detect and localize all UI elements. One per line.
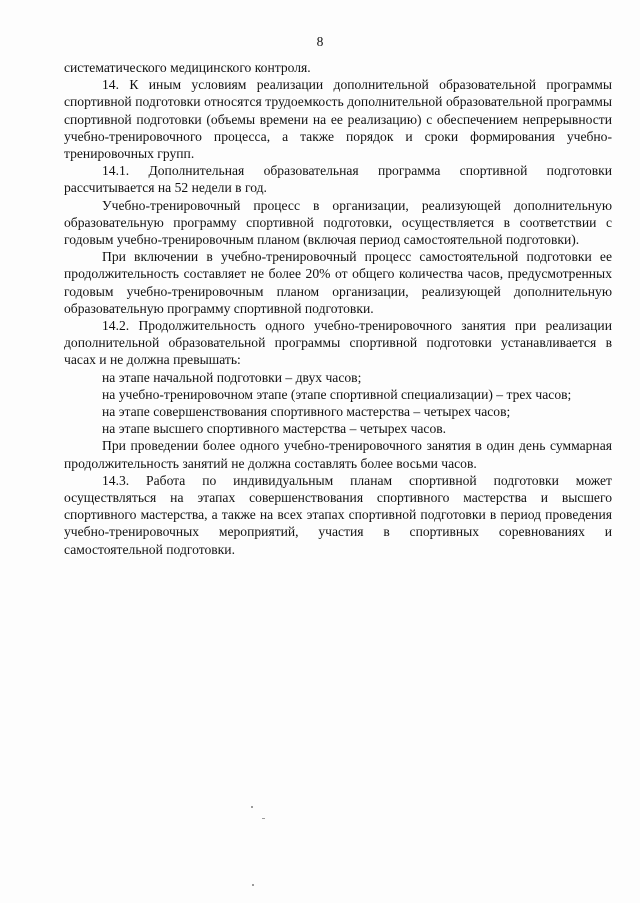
- paragraph-section-14-3: 14.3. Работа по индивидуальным планам спортивной подготовки может осуществляться на этапах совершенствования спортивного мастерства и высшего спортивного мастерства, а также на всех этапах спортивной подготовки в период проведения учебно-тренировочных мероприятий, участия в спортивных соревнованиях и самостоятельной подготовки.: [64, 472, 612, 557]
- paragraph-section-14-1: 14.1. Дополнительная образовательная программа спортивной подготовки рассчитывается на 52 недели в год.: [64, 163, 612, 196]
- scan-speck: [251, 806, 253, 808]
- paragraph-section-14-2: 14.2. Продолжительность одного учебно-тренировочного занятия при реализации дополнительной образовательной программы спортивной подготовки устанавливается в часах и не должна превышать:: [64, 318, 612, 368]
- paragraph-self-preparation: При включении в учебно-тренировочный процесс самостоятельной подготовки ее продолжительность составляет не более 20% от общего количества часов, предусмотренных годовым учебно-тренировочным планом организации, реализующей дополнительную образовательную программу спортивной подготовки.: [64, 249, 612, 316]
- document-body: [64, 59, 612, 558]
- paragraph-total-duration: При проведении более одного учебно-тренировочного занятия в один день суммарная продолжительность занятий не должна составлять более восьми часов.: [64, 438, 612, 471]
- paragraph-continuation: систематического медицинского контроля.: [64, 60, 311, 75]
- scan-speck: [252, 884, 254, 886]
- list-item-improvement-stage: на этапе совершенствования спортивного мастерства – четырех часов;: [102, 404, 511, 420]
- list-item-training-stage: на учебно-тренировочном этапе (этапе спортивной специализации) – трех часов;: [102, 386, 572, 402]
- scan-speck: [262, 818, 265, 819]
- paragraph-training-process: Учебно-тренировочный процесс в организации, реализующей дополнительную образовательную программу спортивной подготовки, осуществляется в соответствии с годовым учебно-тренировочным планом (включая период самостоятельной подготовки).: [64, 197, 612, 248]
- list-item-initial-stage: на этапе начальной подготовки – двух часов;: [102, 369, 362, 385]
- paragraph-section-14: 14. К иным условиям реализации дополнительной образовательной программы спортивной подготовки относятся трудоемкость дополнительной образовательной программы спортивной подготовки (объемы времени на ее реализацию) с обеспечением непрерывности учебно-тренировочного процесса, а также порядок и сроки формирования учебно-тренировочных групп.: [64, 77, 612, 162]
- list-item-higher-mastery-stage: на этапе высшего спортивного мастерства – четырех часов.: [102, 421, 447, 437]
- page-number: 8: [316, 34, 324, 49]
